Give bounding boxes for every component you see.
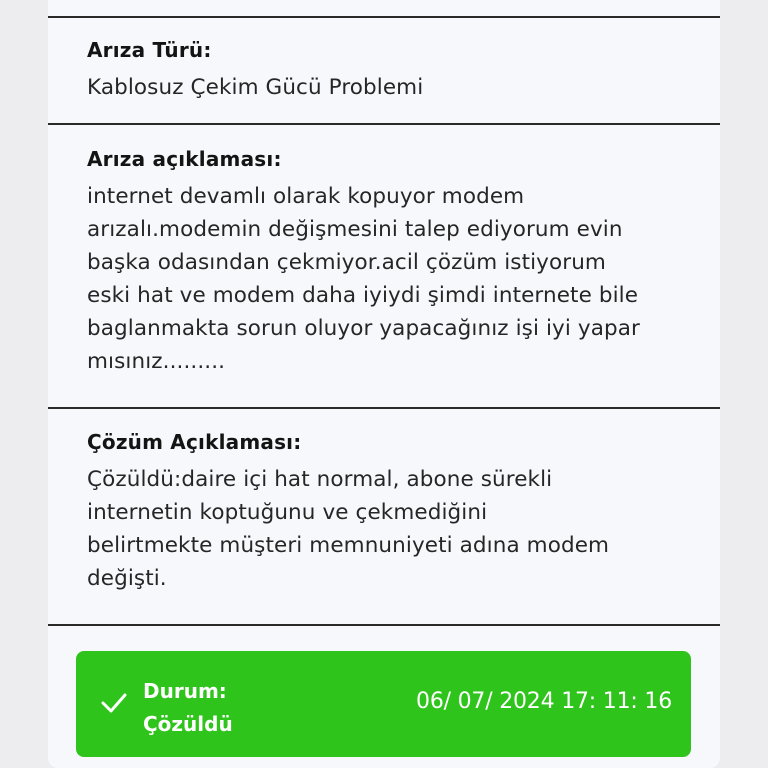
fault-description-section <box>87 147 707 378</box>
solution-section <box>87 430 707 595</box>
fault-description-value: internet devamlı olarak kopuyor modem arızalı.modemin değişmesini talep ediyorum evin başka odasından çekmiyor.acil çözüm istiyorum eski hat ve modem daha iyiydi şimdi internete bile baglanmakta sorun oluyor yapacağınız işi iyi yapar mısınız......... <box>87 184 640 374</box>
status-text: Durum: Çözüldü <box>143 679 233 736</box>
fault-description-label: Arıza açıklaması: <box>87 147 282 171</box>
solution-value: Çözüldü:daire içi hat normal, abone sürekli internetin koptuğunu ve çekmediğini belirtmekte müşteri memnuniyeti adına modem değişti. <box>87 467 610 591</box>
status-banner <box>76 651 691 757</box>
divider <box>48 624 720 626</box>
divider <box>48 16 720 18</box>
fault-type-section <box>87 38 707 104</box>
check-icon <box>100 691 128 715</box>
fault-type-value: Kablosuz Çekim Gücü Problemi <box>87 75 424 100</box>
divider <box>48 407 720 409</box>
solution-label: Çözüm Açıklaması: <box>87 430 302 454</box>
status-datetime: 06/ 07/ 2024 17: 11: 16 <box>416 689 672 714</box>
fault-type-label: Arıza Türü: <box>87 38 212 62</box>
ticket-detail-card <box>48 0 720 768</box>
divider <box>48 123 720 125</box>
